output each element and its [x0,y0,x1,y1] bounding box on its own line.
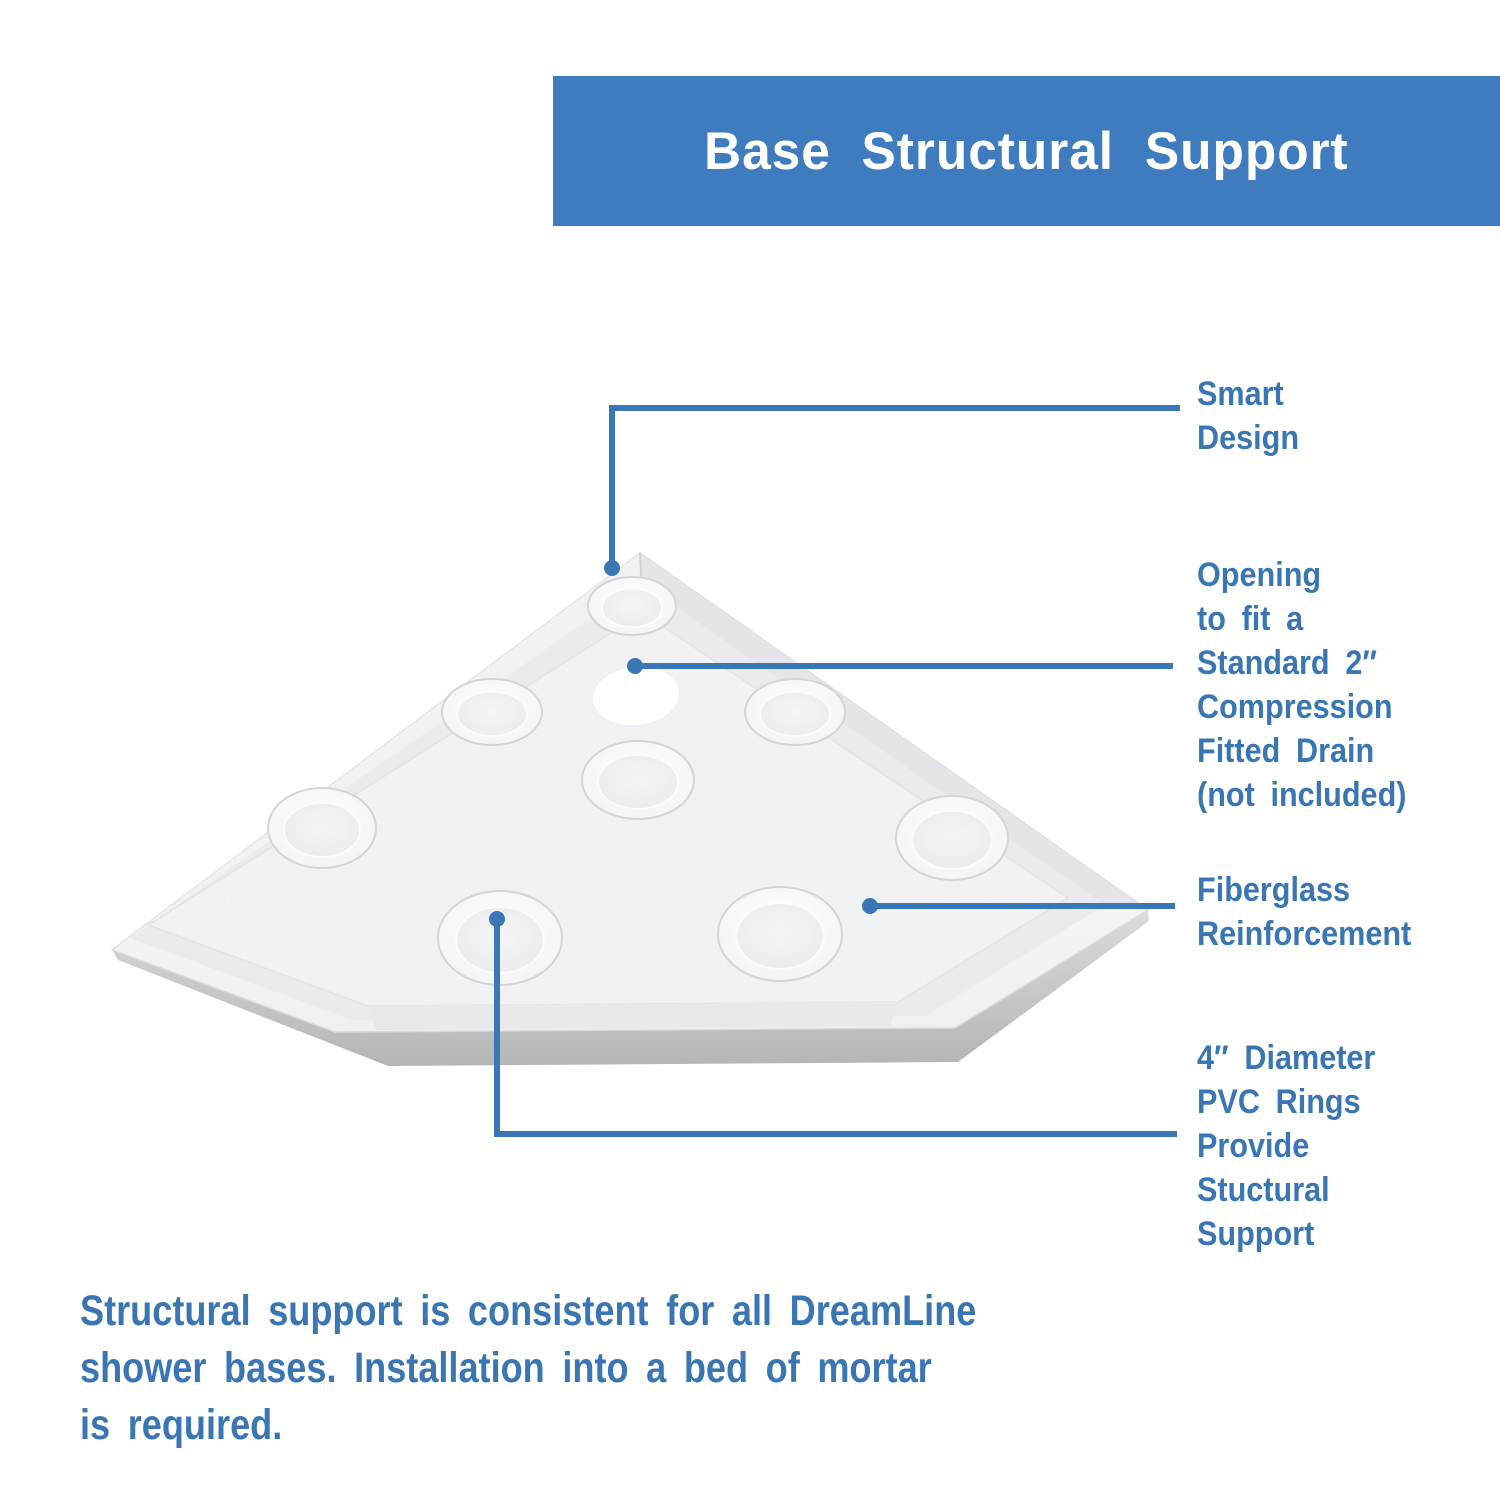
footer-line: is required. [80,1401,283,1449]
label-line: Provide [1197,1127,1310,1165]
callout-line-pvc-vertical [494,919,500,1137]
label-line: PVC Rings [1197,1083,1361,1121]
label-line: (not included) [1197,776,1407,814]
label-smart-design [1197,372,1299,460]
footer-note [80,1283,976,1454]
callout-line-drain [635,663,1173,669]
label-line: Design [1197,419,1300,457]
callout-dot-fiberglass [862,898,878,914]
pvc-ring [718,887,842,981]
pvc-ring [438,891,562,985]
footer-line: shower bases. Installation into a bed of mortar [80,1344,932,1392]
callout-line-fiberglass [870,903,1175,909]
label-line: Fitted Drain [1197,732,1375,770]
pvc-ring [588,577,676,635]
label-line: to fit a [1197,600,1304,638]
label-pvc-rings [1197,1036,1375,1256]
label-drain-opening [1197,553,1406,817]
pvc-ring [745,679,845,745]
shower-base-illustration [80,470,1200,1110]
label-fiberglass [1197,868,1411,956]
label-line: Reinforcement [1197,915,1412,953]
label-line: Opening [1197,556,1322,594]
pvc-ring [268,788,376,868]
pvc-ring [896,796,1008,880]
label-line: Smart [1197,375,1284,413]
callout-dot-drain [627,658,643,674]
callout-dot-pvc [489,911,505,927]
label-line: Standard 2″ [1197,644,1377,682]
label-line: Compression [1197,688,1393,726]
callout-dot-smart-design [604,560,620,576]
pvc-ring [442,679,542,745]
callout-line-smart-design-horizontal [609,405,1180,411]
label-line: 4″ Diameter [1197,1039,1376,1077]
callout-line-smart-design-vertical [609,405,615,571]
callout-line-pvc-horizontal [494,1131,1177,1137]
label-line: Fiberglass [1197,871,1351,909]
label-line: Stuctural [1197,1171,1330,1209]
page-title: Base Structural Support [704,121,1349,181]
label-line: Support [1197,1215,1315,1253]
pvc-ring [582,741,694,819]
footer-line: Structural support is consistent for all DreamLine [80,1287,977,1335]
title-banner [553,76,1500,226]
base-floor-bevel [368,1002,898,1030]
